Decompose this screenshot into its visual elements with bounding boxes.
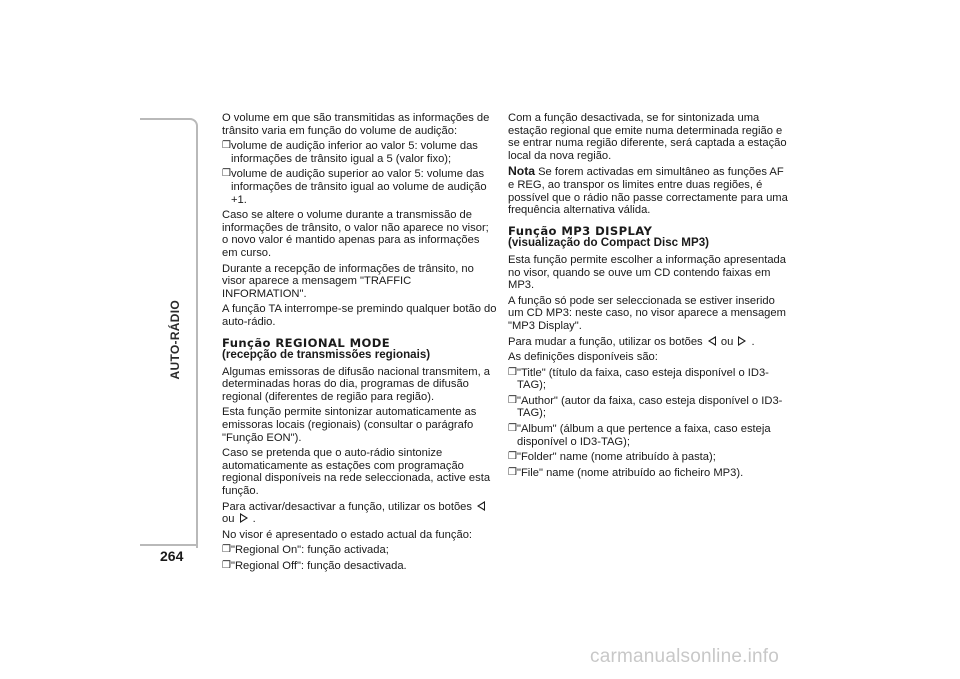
paragraph: Durante a recepção de informações de trânsito, no visor aparece a mensagem "TRAFFIC INFORMATION". (222, 262, 474, 300)
left-arrow-button-icon (708, 336, 716, 346)
paragraph: A função TA interrompe-se premindo qualquer botão do auto-rádio. (222, 303, 497, 328)
list-item: ❒ "File" name (nome atribuído ao ficheiro MP3). (508, 466, 744, 479)
paragraph: Para mudar a função, utilizar os botões ou . (508, 335, 755, 348)
side-frame-bottom-rule (140, 544, 196, 546)
paragraph: Para activar/desactivar a função, utilizar os botões ou . (222, 501, 498, 526)
paragraph: O volume em que são transmitidas as informações de trânsito varia em função do volume de audição: (222, 112, 490, 137)
checkbox-bullet-icon: ❒ (222, 168, 231, 180)
right-column (508, 112, 788, 482)
paragraph: No visor é apresentado o estado actual da função: (222, 528, 473, 541)
left-arrow-button-icon (477, 501, 485, 511)
checkbox-bullet-icon: ❒ (222, 544, 231, 556)
list-item: ❒ volume de audição inferior ao valor 5: volume das informações de trânsito igual a 5 (valor fixo); (222, 140, 478, 165)
checkbox-bullet-icon: ❒ (508, 394, 517, 406)
section-tab: AUTO-RÁDIO (168, 300, 182, 380)
paragraph: Esta função permite escolher a informação apresentada no visor, quando se ouve um CD contendo faixas em MP3. (508, 253, 786, 292)
list-item: ❒ "Regional On": função activada; (222, 544, 389, 557)
note-label: Nota (508, 164, 536, 179)
list-item: ❒ "Folder" name (nome atribuído à pasta); (508, 451, 716, 464)
left-column (222, 112, 498, 576)
list-item: ❒ volume de audição superior ao valor 5: volume das informações de trânsito igual ao volume de audição +1. (222, 168, 487, 206)
note-paragraph: Nota Se forem activadas em simultâneo as funções AF e REG, ao transpor os limites entre duas regiões, é possível que o rádio não passe correctamente para uma frequência alternativa válida. (508, 164, 788, 217)
paragraph: Esta função permite sintonizar automaticamente as emissoras locais (regionais) (consultar o parágrafo "Função EON"). (222, 406, 477, 444)
page-number: 264 (160, 548, 184, 564)
paragraph: Algumas emissoras de difusão nacional transmitem, a determinadas horas do dia, programas de difusão regional (diferentes de região para região). (222, 365, 491, 403)
checkbox-bullet-icon: ❒ (508, 466, 517, 478)
watermark-link[interactable]: carmanualsonline.info (590, 646, 780, 667)
paragraph: Com a função desactivada, se for sintonizada uma estação regional que emite numa determinada região e se entrar numa região diferente, será captada a estação local da nova região. (508, 112, 787, 162)
section-heading-mp3-display: Função MP3 DISPLAY (visualização do Compact Disc MP3) (508, 223, 710, 250)
checkbox-bullet-icon: ❒ (508, 366, 517, 378)
paragraph: A função só pode ser seleccionada se estiver inserido um CD MP3: neste caso, no visor aparece a mensagem "MP3 Display". (508, 294, 786, 332)
paragraph: Caso se pretenda que o auto-rádio sintonize automaticamente as estações com programação regional disponíveis na rede seleccionada, active esta função. (222, 447, 491, 498)
list-item: ❒ "Author" (autor da faixa, caso esteja disponível o ID3-TAG); (508, 394, 783, 420)
list-item: ❒ "Title" (título da faixa, caso esteja disponível o ID3-TAG); (508, 366, 769, 392)
checkbox-bullet-icon: ❒ (222, 140, 231, 152)
checkbox-bullet-icon: ❒ (508, 423, 517, 435)
list-item: ❒ "Album" (álbum a que pertence a faixa, caso esteja disponível o ID3-TAG); (508, 423, 771, 448)
right-arrow-button-icon (240, 513, 248, 523)
paragraph: As definições disponíveis são: (508, 351, 658, 364)
checkbox-bullet-icon: ❒ (508, 451, 517, 463)
paragraph: Caso se altere o volume durante a transmissão de informações de trânsito, o valor não aparece no visor; o novo valor é mantido apenas para as informações em curso. (222, 209, 489, 259)
checkbox-bullet-icon: ❒ (222, 560, 231, 571)
section-heading-regional-mode: Função REGIONAL MODE (recepção de transmissões regionais) (222, 335, 431, 362)
list-item: ❒ "Regional Off": função desactivada. (222, 560, 407, 572)
right-arrow-button-icon (738, 336, 746, 346)
